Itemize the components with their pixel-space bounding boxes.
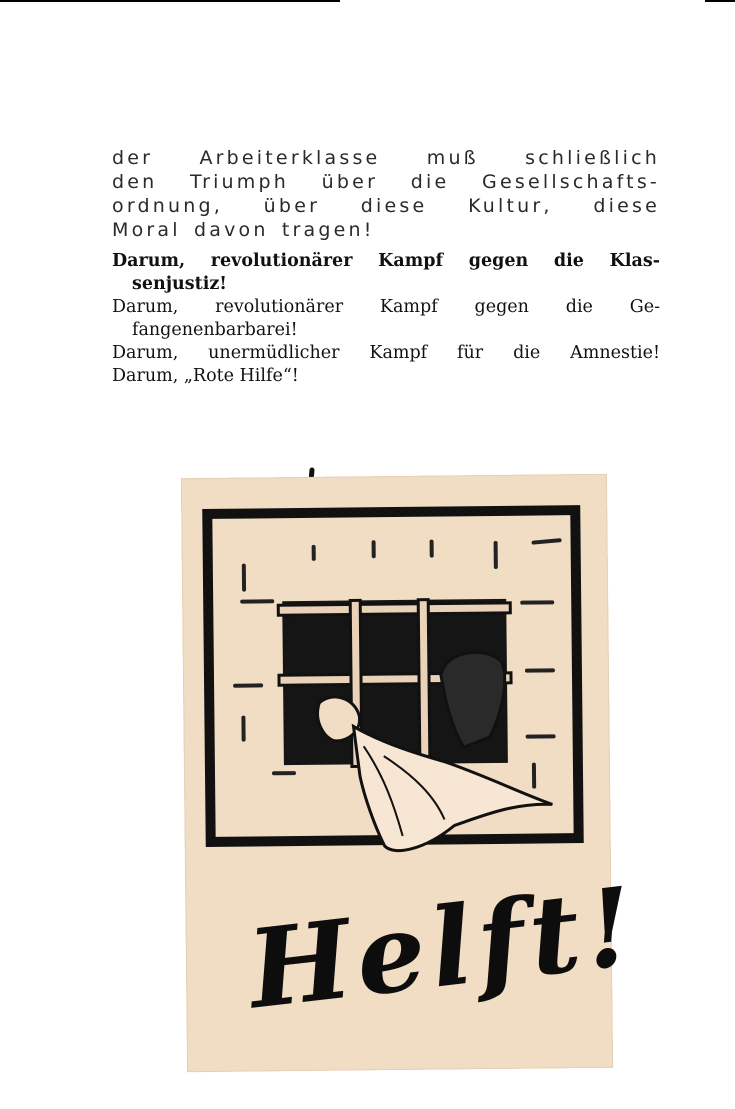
slogan-amnestie xyxy=(112,342,660,365)
slogan-line: Darum, revolutionärer Kampf gegen die Ge- xyxy=(112,297,660,317)
slogan-line: Darum, revolutionärer Kampf gegen die Klas- xyxy=(112,251,660,271)
text-line: ordnung, über diese Kultur, diese xyxy=(112,195,660,217)
slogan-klassenjustiz xyxy=(112,250,660,296)
prison-clipping xyxy=(181,474,646,1072)
text-line: Moral davon tragen! xyxy=(112,219,375,241)
text-line: den Triumph über die Gesellschafts- xyxy=(112,171,660,193)
slogan-line: fangenenbarbarei! xyxy=(132,320,298,340)
slogan-gefangenenbarbarei xyxy=(112,296,660,342)
text-block xyxy=(112,146,660,388)
slogan-rote-hilfe xyxy=(112,365,660,388)
top-rule-right xyxy=(705,0,735,2)
top-rule-left xyxy=(0,0,340,2)
helft-caption: Helft! xyxy=(242,863,646,1034)
text-line: der Arbeiterklasse muß schließlich xyxy=(112,147,660,169)
slogan-line: Darum, unermüdlicher Kampf für die Amnestie! xyxy=(112,343,660,363)
slogan-line: senjustiz! xyxy=(132,274,227,294)
slogan-line: Darum, „Rote Hilfe“! xyxy=(112,366,299,386)
